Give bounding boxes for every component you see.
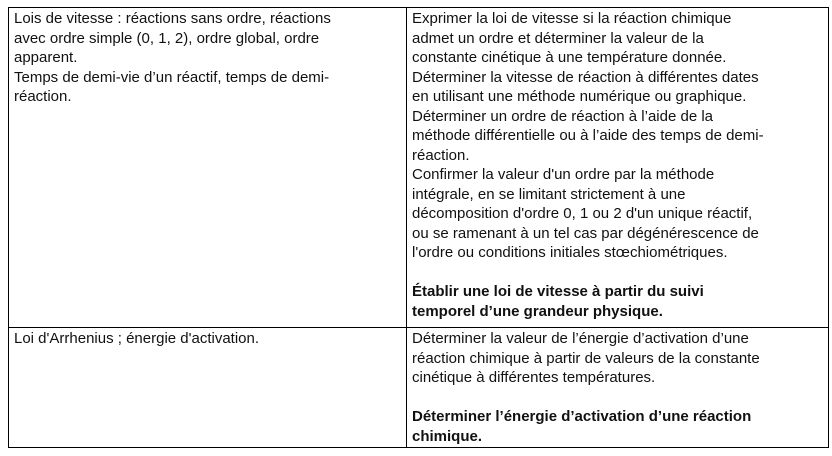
- text-line: admet un ordre et déterminer la valeur de la: [412, 29, 704, 47]
- table-row: [9, 8, 829, 328]
- text-line: constante cinétique à une température donnée.: [412, 49, 727, 66]
- text-line: avec ordre simple (0, 1, 2), ordre global, ordre: [14, 29, 320, 47]
- bold-capacity-line: Déterminer l’énergie d’activation d’une réaction: [412, 408, 752, 425]
- table-row: [9, 328, 829, 448]
- text-line: cinétique à différentes températures.: [412, 369, 656, 386]
- text-line: apparent.: [14, 49, 78, 66]
- text-line: Lois de vitesse : réactions sans ordre, réactions: [14, 10, 331, 27]
- curriculum-table: [8, 7, 829, 448]
- capacities-cell: [407, 328, 829, 448]
- text-line: méthode différentielle ou à l’aide des temps de demi-: [412, 127, 764, 144]
- text-line: Exprimer la loi de vitesse si la réaction chimique: [412, 10, 732, 27]
- text-line: Loi d'Arrhenius ; énergie d'activation.: [14, 330, 260, 347]
- text-line: Temps de demi-vie d’un réactif, temps de demi-: [14, 68, 330, 86]
- text-line: réaction chimique à partir de valeurs de la constante: [412, 349, 760, 367]
- text-line: l'ordre ou conditions initiales stœchiométriques.: [412, 244, 728, 261]
- text-line: Confirmer la valeur d'un ordre par la méthode: [412, 166, 715, 183]
- text-line: réaction.: [412, 146, 470, 164]
- bold-capacity-line: Établir une loi de vitesse à partir du suivi: [412, 283, 704, 300]
- text-line: décomposition d'ordre 0, 1 ou 2 d'un unique réactif,: [412, 205, 753, 222]
- text-line: en utilisant une méthode numérique ou graphique.: [412, 88, 747, 105]
- text-line: intégrale, en se limitant strictement à une: [412, 185, 686, 203]
- bold-capacity-line: chimique.: [412, 427, 483, 445]
- text-line: ou se ramenant à un tel cas par dégénérescence de: [412, 224, 759, 242]
- capacities-cell: [407, 8, 829, 328]
- text-line: Déterminer un ordre de réaction à l’aide de la: [412, 107, 714, 125]
- notions-cell: [9, 328, 407, 448]
- text-line: Déterminer la valeur de l’énergie d’activation d’une: [412, 330, 749, 347]
- text-line: Déterminer la vitesse de réaction à différentes dates: [412, 68, 759, 86]
- paragraph-spacer: [412, 388, 822, 408]
- notions-cell: [9, 8, 407, 328]
- paragraph-spacer: [412, 263, 822, 283]
- text-line: réaction.: [14, 88, 72, 105]
- bold-capacity-line: temporel d’une grandeur physique.: [412, 302, 663, 320]
